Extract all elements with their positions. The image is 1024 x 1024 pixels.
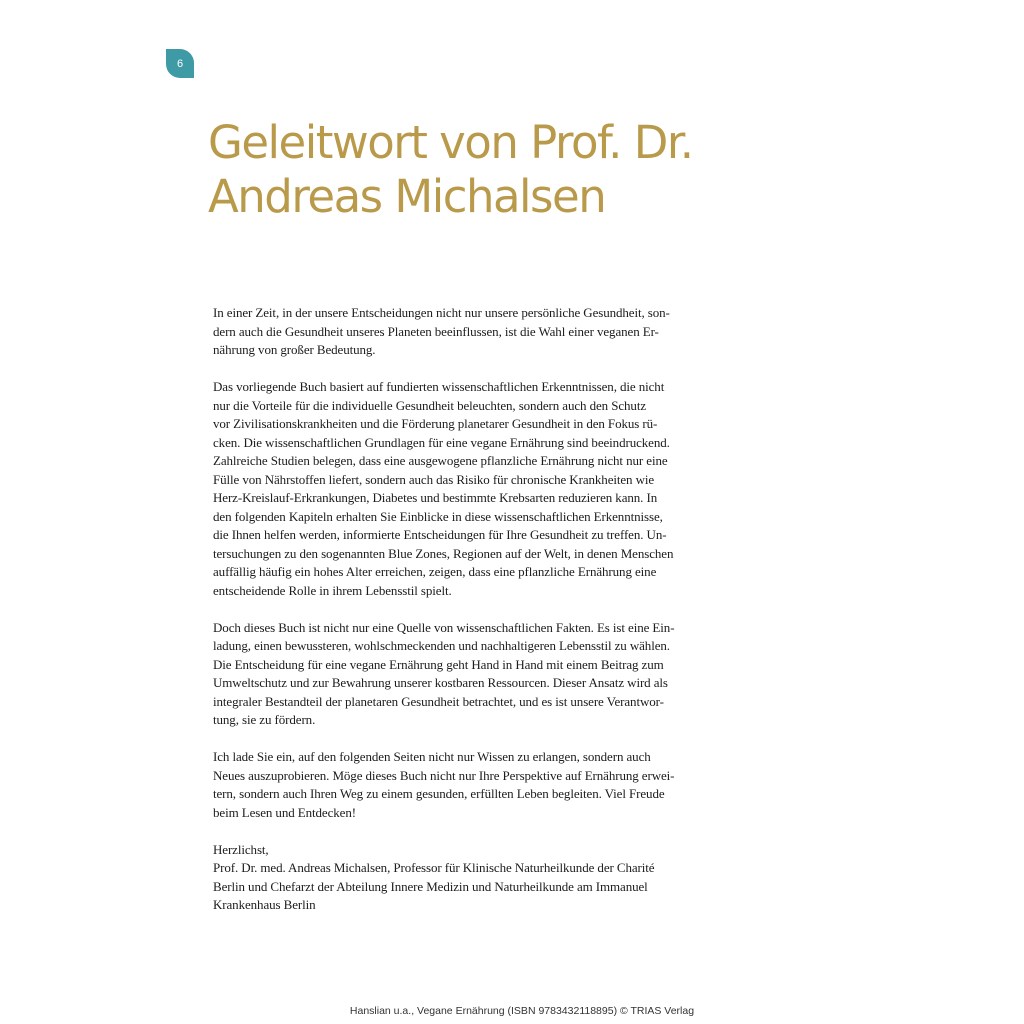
page-footer: Hanslian u.a., Vegane Ernährung (ISBN 9783432118895) © TRIAS Verlag <box>349 1005 695 1017</box>
text-line: tung, sie zu fördern. <box>213 712 316 727</box>
paragraph <box>213 378 733 600</box>
text-line: Doch dieses Buch ist nicht nur eine Quelle von wissenschaftlichen Fakten. Es ist eine Ein- <box>213 619 675 635</box>
text-line: Fülle von Nährstoffen liefert, sondern auch das Risiko für chronische Krankheiten wie <box>213 471 655 487</box>
text-line: Krankenhaus Berlin <box>213 897 316 912</box>
page-number-badge <box>166 49 194 78</box>
text-line: ladung, einen bewussteren, wohlschmeckenden und nachhaltigeren Lebensstil zu wählen. <box>213 638 670 653</box>
text-line: tersuchungen zu den sogenannten Blue Zones, Regionen auf der Welt, in denen Menschen <box>213 545 674 561</box>
page-title <box>208 116 808 224</box>
text-line: vor Zivilisationskrankheiten und die Förderung planetarer Gesundheit in den Fokus rü- <box>213 416 658 431</box>
text-line: Herzlichst, <box>213 841 269 857</box>
text-line: beim Lesen und Entdecken! <box>213 804 356 820</box>
text-line: cken. Die wissenschaftlichen Grundlagen für eine vegane Ernährung sind beeindruckend. <box>213 434 670 450</box>
paragraph <box>213 619 733 730</box>
text-line: Die Entscheidung für eine vegane Ernährung geht Hand in Hand mit einem Beitrag zum <box>213 656 664 672</box>
paragraph <box>213 304 733 360</box>
text-line: Ich lade Sie ein, auf den folgenden Seiten nicht nur Wissen zu erlangen, sondern auch <box>213 749 651 764</box>
text-line: tern, sondern auch Ihren Weg zu einem gesunden, erfüllten Leben begleiten. Viel Freude <box>213 786 665 801</box>
text-line: nur die Vorteile für die individuelle Gesundheit beleuchten, sondern auch den Schutz <box>213 397 646 413</box>
text-line: In einer Zeit, in der unsere Entscheidungen nicht nur unsere persönliche Gesundheit, son- <box>213 305 670 320</box>
text-line: Neues auszuprobieren. Möge dieses Buch nicht nur Ihre Perspektive auf Ernährung erwei- <box>213 767 675 783</box>
paragraph <box>213 748 733 822</box>
text-line: entscheidende Rolle in ihrem Lebensstil spielt. <box>213 582 452 598</box>
title-line: Andreas Michalsen <box>208 170 606 223</box>
text-line: Zahlreiche Studien belegen, dass eine ausgewogene pflanzliche Ernährung nicht nur eine <box>213 453 668 468</box>
text-line: integraler Bestandteil der planetaren Gesundheit betrachtet, und es ist unsere Verantwor- <box>213 693 664 709</box>
text-line: nährung von großer Bedeutung. <box>213 342 376 357</box>
text-line: die Ihnen helfen werden, informierte Entscheidungen für Ihre Gesundheit zu treffen. Un- <box>213 527 667 542</box>
signature-paragraph <box>213 841 733 915</box>
text-line: Umweltschutz und zur Bewahrung unserer kostbaren Ressourcen. Dieser Ansatz wird als <box>213 675 668 690</box>
body-text <box>213 304 733 933</box>
text-line: auffällig häufig ein hohes Alter erreichen, zeigen, dass eine pflanzliche Ernährung eine <box>213 564 657 579</box>
title-line: Geleitwort von Prof. Dr. <box>208 116 693 169</box>
text-line: Das vorliegende Buch basiert auf fundierten wissenschaftlichen Erkenntnissen, die nicht <box>213 379 665 394</box>
text-line: Prof. Dr. med. Andreas Michalsen, Professor für Klinische Naturheilkunde der Charité <box>213 860 655 875</box>
text-line: dern auch die Gesundheit unseres Planeten beeinflussen, ist die Wahl einer veganen Er- <box>213 323 659 339</box>
text-line: Berlin und Chefarzt der Abteilung Innere Medizin und Naturheilkunde am Immanuel <box>213 878 648 894</box>
text-line: Herz-Kreislauf-Erkrankungen, Diabetes und bestimmte Krebsarten reduzieren kann. In <box>213 490 658 505</box>
text-line: den folgenden Kapiteln erhalten Sie Einblicke in diese wissenschaftlichen Erkenntnisse, <box>213 508 663 524</box>
page-number: 6 <box>176 57 184 70</box>
